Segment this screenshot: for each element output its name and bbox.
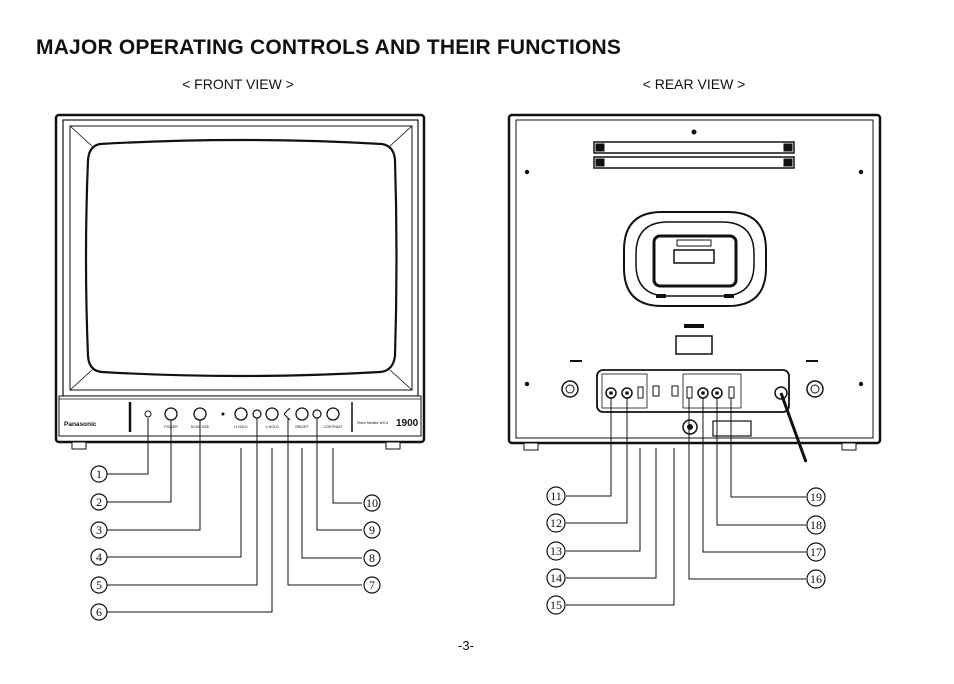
model-number: 1900 xyxy=(396,418,419,429)
callout-12 xyxy=(547,514,565,532)
svg-text:19: 19 xyxy=(810,490,822,504)
scan-size-marker xyxy=(222,413,225,416)
rear-vent xyxy=(684,324,704,328)
svg-text:11: 11 xyxy=(550,489,562,503)
svg-text:6: 6 xyxy=(96,605,102,619)
callout-19 xyxy=(807,488,825,506)
power-knob xyxy=(165,408,177,420)
front-view-label: < FRONT VIEW > xyxy=(182,76,294,92)
h-hold-sub-knob xyxy=(253,410,261,418)
contrast-knob xyxy=(327,408,339,420)
scan-size-label: SCAN SIZE xyxy=(190,425,210,429)
svg-text:13: 13 xyxy=(550,544,562,558)
scan-size-knob xyxy=(194,408,206,420)
svg-text:12: 12 xyxy=(550,516,562,530)
svg-text:10: 10 xyxy=(366,496,378,510)
front-foot-right xyxy=(386,442,400,449)
page-title: MAJOR OPERATING CONTROLS AND THEIR FUNCTIONS xyxy=(36,36,622,59)
brand-logo: Panasonic xyxy=(64,421,97,428)
rear-view-label: < REAR VIEW > xyxy=(642,76,746,92)
svg-text:3: 3 xyxy=(96,523,102,537)
callout-15 xyxy=(547,596,565,614)
front-leader-lines xyxy=(107,418,362,612)
svg-text:16: 16 xyxy=(810,572,822,586)
bright-label: BRIGHT xyxy=(295,425,309,429)
svg-text:17: 17 xyxy=(810,545,822,559)
rear-foot-right xyxy=(842,443,856,450)
callout-2 xyxy=(91,494,107,510)
callout-3 xyxy=(91,522,107,538)
crt-screen xyxy=(86,140,397,376)
front-control-panel xyxy=(59,396,421,436)
v-hold-knob xyxy=(266,408,278,420)
rear-view-monitor xyxy=(509,115,880,462)
front-callouts xyxy=(91,466,380,620)
contrast-label: CONTRAST xyxy=(323,425,343,429)
svg-text:15: 15 xyxy=(550,598,562,612)
front-foot-left xyxy=(72,442,86,449)
bright-knob xyxy=(296,408,308,420)
callout-16 xyxy=(807,570,825,588)
svg-text:8: 8 xyxy=(369,551,375,565)
rear-terminal-panel xyxy=(597,370,789,412)
callout-10 xyxy=(364,495,380,511)
callout-5 xyxy=(91,577,107,593)
callout-8 xyxy=(364,550,380,566)
svg-text:7: 7 xyxy=(369,578,375,592)
callout-6 xyxy=(91,604,107,620)
svg-text:2: 2 xyxy=(96,495,102,509)
bright-sub-knob xyxy=(313,410,321,418)
front-view-monitor xyxy=(56,115,424,449)
callout-14 xyxy=(547,569,565,587)
rear-label-plate xyxy=(676,336,712,354)
model-text: Video Monitor WV-5 xyxy=(357,421,389,425)
svg-text:1: 1 xyxy=(96,467,102,481)
h-hold-label: H-HOLD xyxy=(234,425,248,429)
callout-9 xyxy=(364,522,380,538)
v-hold-label: V-HOLD xyxy=(265,425,279,429)
callout-1 xyxy=(91,466,107,482)
power-indicator-led xyxy=(145,411,151,417)
power-label: POWER xyxy=(164,425,178,429)
svg-text:9: 9 xyxy=(369,523,375,537)
callout-13 xyxy=(547,542,565,560)
h-hold-knob xyxy=(235,408,247,420)
svg-text:18: 18 xyxy=(810,518,822,532)
svg-text:5: 5 xyxy=(96,578,102,592)
svg-text:4: 4 xyxy=(96,550,102,564)
callout-11 xyxy=(547,487,565,505)
callout-18 xyxy=(807,516,825,534)
callout-4 xyxy=(91,549,107,565)
rear-rating-plate xyxy=(713,421,751,436)
callout-7 xyxy=(364,577,380,593)
rear-top-screw xyxy=(692,130,697,135)
crt-neck-cover xyxy=(624,212,766,306)
page-number: -3- xyxy=(458,638,474,653)
callout-17 xyxy=(807,543,825,561)
svg-text:14: 14 xyxy=(550,571,562,585)
rear-foot-left xyxy=(524,443,538,450)
